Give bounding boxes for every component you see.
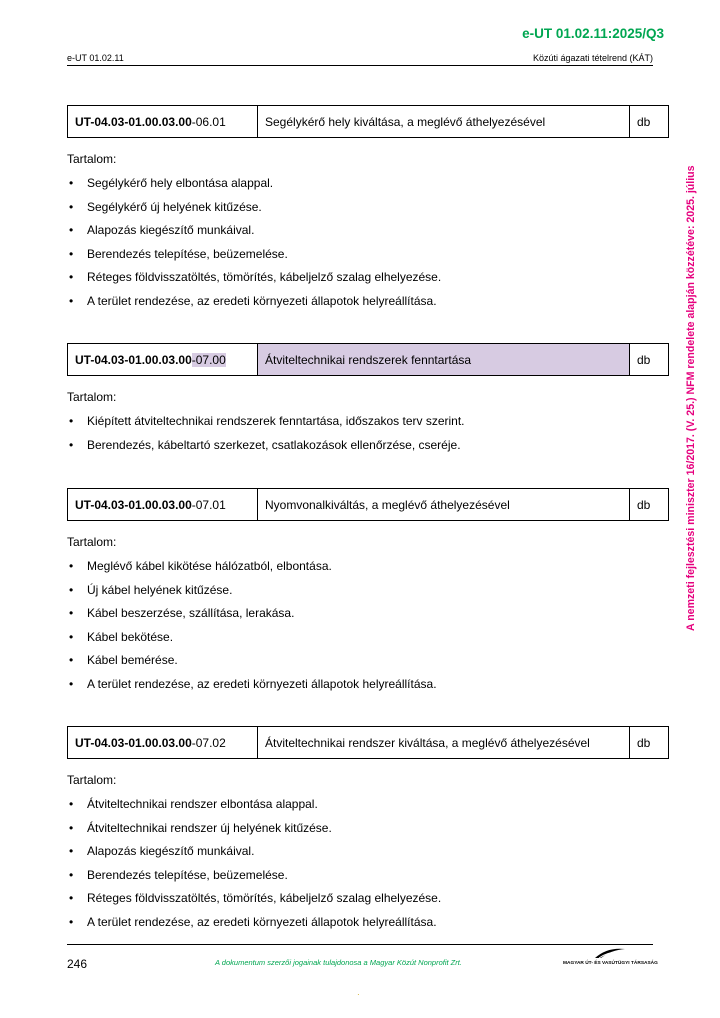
item-code-suffix: -07.01 [191,497,226,512]
item-code [68,106,258,138]
list-item: • Átviteltechnikai rendszer új helyének kitűzése. [67,817,669,841]
bullet-list [67,793,669,934]
item-table [67,105,669,138]
copyright-note: A dokumentum szerzői jogainak tulajdonosa a Magyar Közút Nonprofit Zrt. [215,958,462,967]
list-item: • Berendezés telepítése, beüzemelése. [67,864,669,888]
item-unit: db [630,344,669,376]
bullet-list [67,410,669,457]
list-item: • Réteges földvisszatöltés, tömörítés, kábeljelző szalag elhelyezése. [67,887,669,911]
list-item: • Új kábel helyének kitűzése. [67,579,669,603]
list-item: • Kiépített átviteltechnikai rendszerek fenntartása, időszakos terv szerint. [67,410,669,434]
list-item: • A terület rendezése, az eredeti környezeti állapotok helyreállítása. [67,290,669,314]
item-block [67,488,669,696]
stray-dot: · [357,990,360,999]
item-code-prefix: UT-04.03-01.00.03.00 [75,735,192,750]
list-item: • Réteges földvisszatöltés, tömörítés, kábeljelző szalag elhelyezése. [67,266,669,290]
item-table [67,726,669,759]
item-table [67,343,669,376]
header-divider [67,65,653,66]
item-unit: db [630,106,669,138]
item-row [68,106,669,138]
content-label: Tartalom: [67,773,117,787]
list-item: • A terület rendezése, az eredeti környezeti állapotok helyreállítása. [67,673,669,697]
list-item: • Kábel bekötése. [67,626,669,650]
list-item: • Kábel bemérése. [67,649,669,673]
item-table [67,488,669,521]
list-item: • Meglévő kábel kikötése hálózatból, elbontása. [67,555,669,579]
page-number: 246 [67,957,88,971]
content-label: Tartalom: [67,535,117,549]
item-code-prefix: UT-04.03-01.00.03.00 [75,352,192,367]
item-unit: db [630,489,669,521]
side-note [685,96,699,636]
item-code-suffix: -06.01 [191,114,226,129]
logo-text: MAGYAR ÚT- ÉS VASÚTÜGYI TÁRSASÁG [563,961,658,966]
road-swoosh-icon [593,946,627,960]
list-item: • Berendezés telepítése, beüzemelése. [67,243,669,267]
list-item: • Kábel beszerzése, szállítása, lerakása. [67,602,669,626]
society-logo [563,946,658,970]
item-title: Átviteltechnikai rendszer kiváltása, a meglévő áthelyezésével [258,727,630,759]
list-item: • Segélykérő hely elbontása alappal. [67,172,669,196]
bullet-list [67,172,669,313]
list-item: • Alapozás kiegészítő munkáival. [67,219,669,243]
side-note-text: A nemzeti fejlesztési miniszter 16/2017. (V. 25.) NFM rendelete alapján közzétéve: 2025. július [685,165,697,631]
item-row [68,489,669,521]
item-title: Segélykérő hely kiváltása, a meglévő áthelyezésével [258,106,630,138]
item-row [68,344,669,376]
item-code-suffix: -07.02 [191,735,226,750]
item-code [68,727,258,759]
item-block [67,105,669,313]
item-code [68,344,258,376]
list-item: • A terület rendezése, az eredeti környezeti állapotok helyreállítása. [67,911,669,935]
header-left: e-UT 01.02.11 [67,53,124,63]
bullet-list [67,555,669,696]
item-code-prefix: UT-04.03-01.00.03.00 [75,497,192,512]
item-row [68,727,669,759]
list-item: • Alapozás kiegészítő munkáival. [67,840,669,864]
list-item: • Segélykérő új helyének kitűzése. [67,196,669,220]
item-code-suffix: -07.00 [191,352,226,367]
footer-divider [67,944,653,945]
item-code-prefix: UT-04.03-01.00.03.00 [75,114,192,129]
content-label: Tartalom: [67,152,117,166]
item-title: Nyomvonalkiváltás, a meglévő áthelyezésével [258,489,630,521]
item-unit: db [630,727,669,759]
list-item: • Átviteltechnikai rendszer elbontása alappal. [67,793,669,817]
item-title: Átviteltechnikai rendszerek fenntartása [258,344,630,376]
item-code [68,489,258,521]
item-block [67,726,669,934]
item-block [67,343,669,457]
content-label: Tartalom: [67,390,117,404]
list-item: • Berendezés, kábeltartó szerkezet, csatlakozások ellenőrzése, cseréje. [67,434,669,458]
header-right: Közúti ágazati tételrend (KÁT) [532,53,653,63]
document-code: e-UT 01.02.11:2025/Q3 [522,26,664,41]
